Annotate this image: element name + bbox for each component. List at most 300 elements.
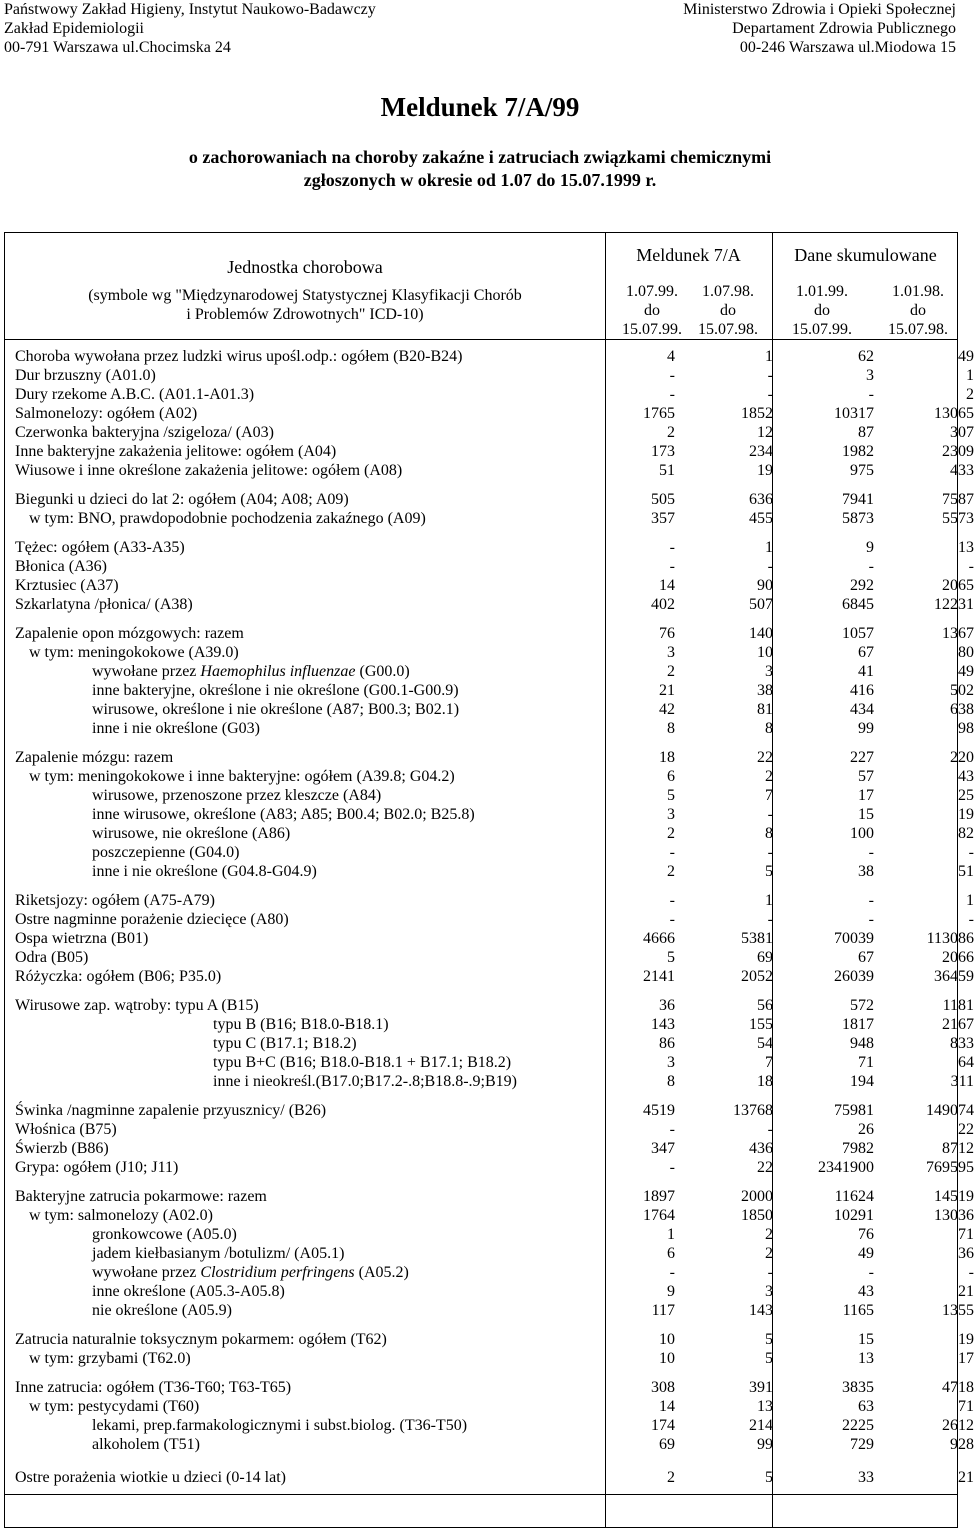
period-do: do	[814, 302, 830, 319]
value-cell: 2309	[942, 443, 974, 460]
header-left-line: 00-791 Warszawa ul.Chocimska 24	[4, 39, 231, 56]
value-cell: 49	[958, 663, 974, 680]
row-label-text: typu B+C (B16; B18.0-B18.1 + B17.1; B18.2)	[213, 1054, 512, 1071]
period-to: 15.07.99.	[792, 321, 852, 338]
period-to: 15.07.98.	[888, 321, 948, 338]
row-label	[15, 624, 244, 643]
row-label-text: w tym: meningokokowe i inne bakteryjne: ogółem (A39.8; G04.2)	[29, 768, 455, 785]
value-cell: 41	[858, 663, 874, 680]
value-cell: 76	[659, 625, 675, 642]
table-group	[5, 996, 974, 1091]
row-label-text: alkoholem (T51)	[92, 1436, 200, 1453]
row-label-text: wirusowe, określone i nie określone (A87; B00.3; B02.1)	[92, 701, 460, 718]
value-cell: 5	[765, 1350, 773, 1367]
row-label	[92, 1244, 344, 1263]
value-cell: 2	[765, 768, 773, 785]
value-cell: 4519	[643, 1102, 675, 1119]
value-cell: 26	[858, 1121, 874, 1138]
row-label-text: Tężec: ogółem (A33-A35)	[15, 539, 185, 556]
row-label	[29, 1206, 213, 1225]
row-label	[15, 1101, 326, 1120]
value-cell: 214	[749, 1417, 773, 1434]
table-row	[15, 681, 974, 700]
value-cell: 11624	[834, 1188, 874, 1205]
row-label-text: Zapalenie mózgu: razem	[15, 749, 174, 766]
unit-note: i Problemów Zdrowotnych" ICD-10)	[186, 306, 424, 323]
row-label	[29, 1349, 191, 1368]
value-cell: 36459	[934, 968, 974, 985]
row-label-text: inne określone (A05.3-A05.8)	[92, 1283, 285, 1300]
value-cell: 1367	[942, 625, 974, 642]
value-cell: 8712	[942, 1140, 974, 1157]
value-cell: 98	[958, 720, 974, 737]
value-cell: 2167	[942, 1016, 974, 1033]
value-cell: 7	[765, 787, 773, 804]
header-left-line: Państwowy Zakład Higieny, Instytut Naukowo-Badawczy	[4, 1, 376, 18]
row-label	[15, 910, 289, 929]
value-cell: 67	[858, 644, 874, 661]
period-from: 1.01.98.	[892, 283, 944, 300]
row-label	[15, 385, 254, 404]
value-cell: -	[767, 1264, 773, 1281]
value-cell: 21	[958, 1283, 974, 1300]
value-cell: 10291	[834, 1207, 874, 1224]
table-row	[15, 1378, 974, 1397]
value-cell: 1	[966, 892, 974, 909]
row-label-text: Ospa wietrzna (B01)	[15, 930, 149, 947]
period-do: do	[644, 302, 660, 319]
row-label	[15, 929, 148, 948]
row-label-text: Zapalenie opon mózgowych: razem	[15, 625, 244, 642]
value-cell: 391	[749, 1379, 773, 1396]
row-label-text: wywołane przez	[92, 663, 201, 680]
row-label	[15, 1468, 286, 1487]
value-cell: -	[767, 806, 773, 823]
value-cell: 2341900	[818, 1159, 874, 1176]
table-row	[15, 891, 974, 910]
table-group	[5, 490, 974, 528]
document-header	[4, 0, 956, 60]
value-cell: 33	[858, 1469, 874, 1486]
value-cell: -	[669, 558, 675, 575]
table-group	[5, 748, 974, 881]
value-cell: -	[868, 1264, 874, 1281]
row-label	[29, 643, 239, 662]
value-cell: -	[669, 1159, 675, 1176]
value-cell: 292	[850, 577, 874, 594]
row-label	[213, 1053, 511, 1072]
value-cell: 26039	[834, 968, 874, 985]
subtitle-line: o zachorowaniach na choroby zakaźne i zatruciach związkami chemicznymi	[188, 147, 772, 167]
value-cell: 15	[858, 806, 874, 823]
row-label	[92, 1282, 285, 1301]
table-row	[15, 910, 974, 929]
subtitle-line: zgłoszonych w okresie od 1.07 do 15.07.1999 r.	[303, 170, 657, 190]
table-group	[5, 1468, 974, 1487]
table-row	[15, 490, 974, 509]
value-cell: 975	[850, 462, 874, 479]
value-cell: 5573	[942, 510, 974, 527]
value-cell: 76	[858, 1226, 874, 1243]
table-row	[15, 824, 974, 843]
row-label	[15, 1158, 178, 1177]
value-cell: 2	[765, 1245, 773, 1262]
row-label	[92, 824, 290, 843]
row-label-text: Bakteryjne zatrucia pokarmowe: razem	[15, 1188, 267, 1205]
row-label-text: Czerwonka bakteryjna /szigeloza/ (A03)	[15, 424, 275, 441]
row-label	[92, 805, 475, 824]
value-cell: -	[868, 911, 874, 928]
value-cell: 70039	[834, 930, 874, 947]
value-cell: 99	[858, 720, 874, 737]
row-label-text: w tym: salmonelozy (A02.0)	[29, 1207, 213, 1224]
table-row	[15, 442, 974, 461]
header-left-institution	[4, 0, 376, 57]
value-cell: -	[868, 386, 874, 403]
row-label-text: Grypa: ogółem (J10; J11)	[15, 1159, 179, 1176]
row-label	[92, 1435, 200, 1454]
value-cell: 1897	[643, 1188, 675, 1205]
row-label-text: wirusowe, nie określone (A86)	[92, 825, 291, 842]
table-row	[15, 509, 974, 528]
value-cell: 3	[667, 1054, 675, 1071]
row-label	[15, 1330, 387, 1349]
table-row	[15, 595, 974, 614]
value-cell: -	[868, 558, 874, 575]
value-cell: -	[767, 1121, 773, 1138]
value-cell: 36	[659, 997, 675, 1014]
row-label-text: Wirusowe zap. wątroby: typu A (B15)	[15, 997, 259, 1014]
table-row	[15, 805, 974, 824]
value-cell: 13	[858, 1350, 874, 1367]
value-cell: 22	[757, 1159, 773, 1176]
value-cell: 2052	[741, 968, 773, 985]
table-row	[15, 1263, 974, 1282]
value-cell: 1817	[842, 1016, 874, 1033]
value-cell: 143	[651, 1016, 675, 1033]
header-left-line: Zakład Epidemiologii	[4, 20, 144, 37]
value-cell: 13	[757, 1398, 773, 1415]
value-cell: 7	[765, 1054, 773, 1071]
value-cell: -	[868, 892, 874, 909]
value-cell: 308	[651, 1379, 675, 1396]
value-cell: 8	[667, 720, 675, 737]
row-label-text: poszczepienne (G04.0)	[92, 844, 240, 861]
row-label-text: Riketsjozy: ogółem (A75-A79)	[15, 892, 215, 909]
value-cell: 43	[958, 768, 974, 785]
value-cell: 2065	[942, 577, 974, 594]
table-group	[5, 538, 974, 614]
value-cell: 1852	[741, 405, 773, 422]
value-cell: 5	[765, 1469, 773, 1486]
value-cell: 71	[958, 1398, 974, 1415]
row-label	[29, 1397, 199, 1416]
row-label	[92, 1263, 409, 1282]
value-cell: 38	[757, 682, 773, 699]
value-cell: 155	[749, 1016, 773, 1033]
table-row	[15, 624, 974, 643]
value-cell: 2225	[842, 1417, 874, 1434]
value-cell: -	[968, 1264, 974, 1281]
value-cell: 2	[765, 1226, 773, 1243]
table-row	[15, 948, 974, 967]
header-right-line: Departament Zdrowia Publicznego	[732, 20, 956, 37]
value-cell: 17	[858, 787, 874, 804]
value-cell: 22	[757, 749, 773, 766]
row-label-text: inne i nieokreśl.(B17.0;B17.2-.8;B18.8-.9;B19)	[213, 1073, 517, 1090]
value-cell: 17	[958, 1350, 974, 1367]
value-cell: 14519	[934, 1188, 974, 1205]
value-cell: 64	[958, 1054, 974, 1071]
value-cell: 5381	[741, 930, 773, 947]
row-label-text: wirusowe, przenoszone przez kleszcze (A84)	[92, 787, 382, 804]
value-cell: 49	[858, 1245, 874, 1262]
value-cell: 2	[667, 863, 675, 880]
value-cell: 15	[858, 1331, 874, 1348]
value-cell: 13065	[934, 405, 974, 422]
period-do: do	[720, 302, 736, 319]
value-cell: 638	[950, 701, 974, 718]
table-row	[15, 643, 974, 662]
value-cell: 75981	[834, 1102, 874, 1119]
value-cell: 3	[765, 1283, 773, 1300]
value-cell: 71	[858, 1054, 874, 1071]
value-cell: 90	[757, 577, 773, 594]
row-label-text: Włośnica (B75)	[15, 1121, 117, 1138]
value-cell: 1057	[842, 625, 874, 642]
value-cell: 10	[659, 1331, 675, 1348]
value-cell: 21	[659, 682, 675, 699]
value-cell: 10	[757, 644, 773, 661]
value-cell: 4666	[643, 930, 675, 947]
value-cell: 51	[958, 863, 974, 880]
group-cumulative-header: Dane skumulowane	[794, 245, 937, 265]
value-cell: -	[968, 911, 974, 928]
document-title: Meldunek 7/A/99	[380, 92, 580, 122]
row-label	[15, 490, 349, 509]
row-label	[15, 595, 193, 614]
row-label	[15, 347, 462, 366]
row-label-text: w tym: BNO, prawdopodobnie pochodzenia zakaźnego (A09)	[29, 510, 426, 527]
row-label-text: Ostre porażenia wiotkie u dzieci (0-14 lat)	[15, 1469, 286, 1486]
value-cell: -	[968, 558, 974, 575]
row-label-italic: Clostridium perfringens	[200, 1264, 355, 1281]
period-from: 1.07.99.	[626, 283, 678, 300]
row-label	[213, 1072, 517, 1091]
value-cell: 1	[765, 348, 773, 365]
table-row	[15, 862, 974, 881]
value-cell: 49	[958, 348, 974, 365]
row-label	[92, 700, 459, 719]
value-cell: -	[669, 911, 675, 928]
value-cell: 117	[651, 1302, 675, 1319]
value-cell: 1165	[842, 1302, 874, 1319]
row-label	[15, 996, 259, 1015]
value-cell: 3	[866, 367, 874, 384]
table-row	[15, 1468, 974, 1487]
value-cell: 2141	[643, 968, 675, 985]
table-row	[15, 366, 974, 385]
value-cell: 729	[850, 1436, 874, 1453]
value-cell: 38	[858, 863, 874, 880]
disease-table	[4, 232, 974, 1528]
value-cell: 636	[749, 491, 773, 508]
table-group	[5, 347, 974, 480]
table-row	[15, 1435, 974, 1454]
table-row	[15, 1053, 974, 1072]
value-cell: 7587	[942, 491, 974, 508]
header-right-line: Ministerstwo Zdrowia i Opieki Społecznej	[683, 1, 956, 18]
period-do: do	[910, 302, 926, 319]
value-cell: 502	[950, 682, 974, 699]
table-row	[15, 719, 974, 738]
table-row	[15, 843, 974, 862]
row-label-text: Wiusowe i inne określone zakażenia jelitowe: ogółem (A08)	[15, 462, 403, 479]
value-cell: 357	[651, 510, 675, 527]
value-cell: 14	[659, 577, 675, 594]
value-cell: 36	[958, 1245, 974, 1262]
header-divider	[5, 339, 957, 340]
row-label	[15, 557, 107, 576]
value-cell: 12231	[934, 596, 974, 613]
value-cell: -	[669, 844, 675, 861]
row-label	[15, 1378, 291, 1397]
table-row	[15, 347, 974, 366]
value-cell: -	[669, 1264, 675, 1281]
value-cell: 2	[667, 663, 675, 680]
row-label-text: Świnka /nagminne zapalenie przyusznicy/ (B26)	[15, 1102, 327, 1119]
value-cell: 2000	[741, 1188, 773, 1205]
row-label-text: (G00.0)	[355, 663, 410, 680]
value-cell: -	[669, 1121, 675, 1138]
table-row	[15, 1416, 974, 1435]
value-cell: 2612	[942, 1417, 974, 1434]
row-label	[15, 1139, 109, 1158]
value-cell: 54	[757, 1035, 773, 1052]
value-cell: 13036	[934, 1207, 974, 1224]
row-label	[213, 1034, 357, 1053]
row-label	[92, 1225, 237, 1244]
table-row	[15, 1397, 974, 1416]
table-group	[5, 1101, 974, 1177]
period-header	[871, 282, 965, 339]
value-cell: -	[767, 911, 773, 928]
value-cell: 8	[765, 720, 773, 737]
value-cell: 505	[651, 491, 675, 508]
value-cell: 2	[667, 424, 675, 441]
value-cell: -	[968, 844, 974, 861]
table-row	[15, 1244, 974, 1263]
row-label	[15, 891, 215, 910]
row-label-text: inne bakteryjne, określone i nie określone (G00.1-G00.9)	[92, 682, 459, 699]
value-cell: 18	[659, 749, 675, 766]
row-label-text: w tym: grzybami (T62.0)	[29, 1350, 191, 1367]
table-row	[15, 1206, 974, 1225]
value-cell: 1850	[741, 1207, 773, 1224]
value-cell: 19	[958, 1331, 974, 1348]
row-label-text: Inne bakteryjne zakażenia jelitowe: ogółem (A04)	[15, 443, 337, 460]
row-label-text: Dury rzekome A.B.C. (A01.1-A01.3)	[15, 386, 255, 403]
value-cell: 173	[651, 443, 675, 460]
value-cell: 71	[958, 1226, 974, 1243]
value-cell: 402	[651, 596, 675, 613]
row-label	[15, 461, 402, 480]
row-label-italic: Haemophilus influenzae	[200, 663, 356, 680]
row-label	[92, 1416, 467, 1435]
value-cell: 87	[858, 424, 874, 441]
value-cell: 227	[850, 749, 874, 766]
value-cell: 6845	[842, 596, 874, 613]
table-row	[15, 385, 974, 404]
value-cell: 1765	[643, 405, 675, 422]
table-row	[15, 1330, 974, 1349]
value-cell: 5	[667, 787, 675, 804]
row-label-text: Szkarlatyna /płonica/ (A38)	[15, 596, 193, 613]
period-to: 15.07.99.	[622, 321, 682, 338]
value-cell: 4	[667, 348, 675, 365]
table-row	[15, 538, 974, 557]
value-cell: 86	[659, 1035, 675, 1052]
value-cell: 99	[757, 1436, 773, 1453]
value-cell: 572	[850, 997, 874, 1014]
value-cell: 2	[667, 1469, 675, 1486]
table-row	[15, 1101, 974, 1120]
value-cell: 80	[958, 644, 974, 661]
value-cell: 948	[850, 1035, 874, 1052]
value-cell: -	[767, 558, 773, 575]
value-cell: 19	[958, 806, 974, 823]
value-cell: 1	[966, 367, 974, 384]
table-row	[15, 404, 974, 423]
value-cell: 140	[749, 625, 773, 642]
row-label-text: nie określone (A05.9)	[92, 1302, 232, 1319]
value-cell: -	[767, 844, 773, 861]
table-row	[15, 1015, 974, 1034]
value-cell: 10	[659, 1350, 675, 1367]
value-cell: 51	[659, 462, 675, 479]
period-from: 1.01.99.	[796, 283, 848, 300]
row-label	[15, 748, 173, 767]
value-cell: 1	[667, 1226, 675, 1243]
row-label	[15, 404, 197, 423]
row-label-text: Dur brzuszny (A01.0)	[15, 367, 156, 384]
value-cell: 347	[651, 1140, 675, 1157]
value-cell: 21	[958, 1469, 974, 1486]
row-label-text: Biegunki u dzieci do lat 2: ogółem (A04; A08; A09)	[15, 491, 349, 508]
value-cell: 5	[765, 863, 773, 880]
value-cell: 507	[749, 596, 773, 613]
value-cell: 100	[850, 825, 874, 842]
value-cell: 82	[958, 825, 974, 842]
value-cell: 1982	[842, 443, 874, 460]
value-cell: 81	[757, 701, 773, 718]
value-cell: 63	[858, 1398, 874, 1415]
value-cell: 3	[667, 644, 675, 661]
value-cell: -	[669, 386, 675, 403]
row-label-text: typu B (B16; B18.0-B18.1)	[213, 1016, 389, 1033]
row-label-text: inne i nie określone (G04.8-G04.9)	[92, 863, 317, 880]
table-row	[15, 1158, 974, 1177]
row-label	[92, 786, 381, 805]
value-cell: 2066	[942, 949, 974, 966]
value-cell: 1181	[942, 997, 974, 1014]
value-cell: 7982	[842, 1140, 874, 1157]
row-label-text: typu C (B17.1; B18.2)	[213, 1035, 357, 1052]
row-label	[15, 442, 336, 461]
table-row	[15, 700, 974, 719]
value-cell: 3	[667, 806, 675, 823]
value-cell: -	[868, 844, 874, 861]
